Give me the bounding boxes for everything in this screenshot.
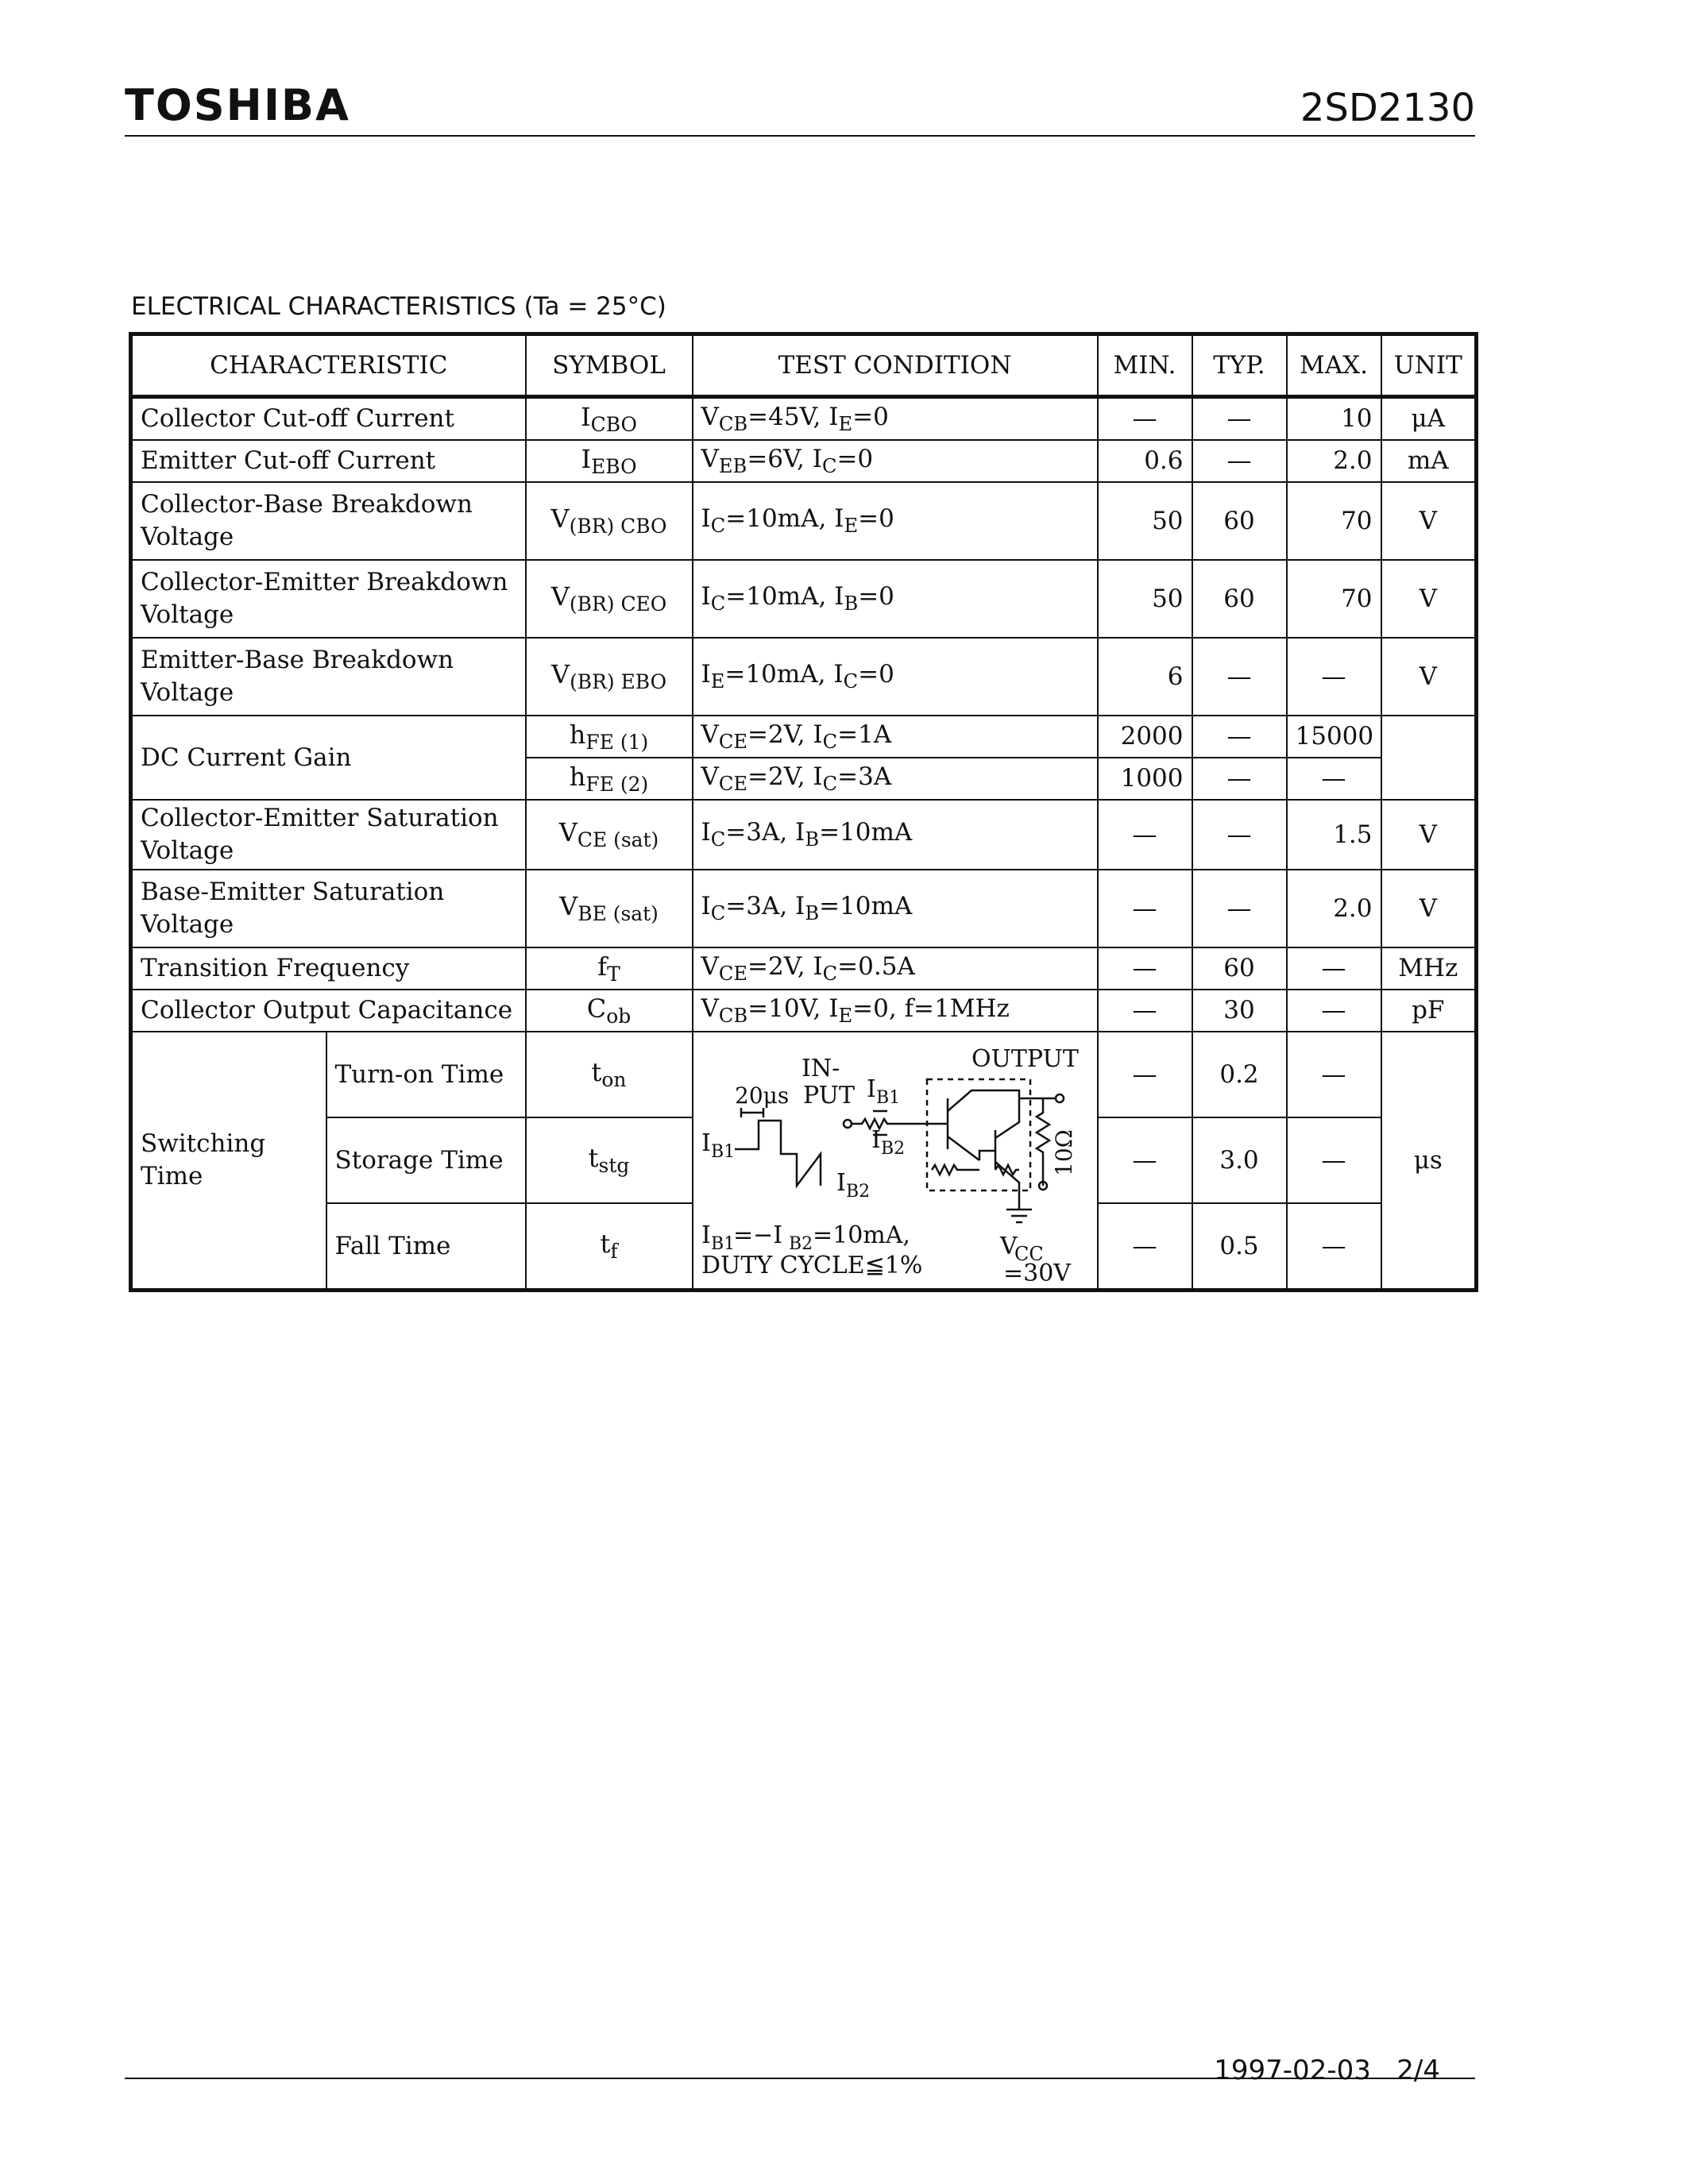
svg-text:=10mA,: =10mA, <box>812 1221 910 1249</box>
svg-text:B1: B1 <box>710 1234 735 1254</box>
table-row <box>131 800 1477 870</box>
symbol-cell: $I_{EBO}$ <box>526 440 693 482</box>
max-cell: — <box>1287 638 1381 716</box>
switching-time-group: Switching Time <box>131 1032 326 1291</box>
max-cell: 15000 <box>1287 716 1381 758</box>
characteristic-cell: Collector Output Capacitance <box>131 990 526 1032</box>
test-condition-cell: $V_{CE}=2V$, $I_C=3A$ <box>693 758 1098 800</box>
typ-cell: — <box>1192 870 1287 947</box>
min-cell: 50 <box>1098 482 1192 560</box>
svg-text:I: I <box>701 1221 711 1249</box>
vcc-value: =30V <box>1002 1260 1071 1286</box>
output-terminal <box>1056 1094 1064 1102</box>
header-typ: TYP. <box>1192 334 1287 397</box>
table-row <box>131 947 1477 990</box>
min-cell: — <box>1098 1117 1192 1203</box>
min-cell: 0.6 <box>1098 440 1192 482</box>
header-unit: UNIT <box>1381 334 1477 397</box>
table-row <box>131 870 1477 947</box>
max-cell: — <box>1287 1117 1381 1203</box>
header-test-condition: TEST CONDITION <box>693 334 1098 397</box>
typ-cell: 60 <box>1192 947 1287 990</box>
svg-text:I: I <box>871 1126 881 1154</box>
max-cell: — <box>1287 990 1381 1032</box>
section-title: ELECTRICAL CHARACTERISTICS (Ta = 25°C) <box>131 292 666 321</box>
max-cell: 10 <box>1287 397 1381 441</box>
unit-cell <box>1381 716 1477 800</box>
table-header-row <box>131 334 1477 397</box>
test-condition-cell: $V_{EB}=6V$, $I_C=0$ <box>693 440 1098 482</box>
header-symbol: SYMBOL <box>526 334 693 397</box>
max-cell: — <box>1287 758 1381 800</box>
max-cell: 70 <box>1287 482 1381 560</box>
characteristic-cell: Fall Time <box>326 1203 526 1291</box>
table-row <box>131 990 1477 1032</box>
max-cell: — <box>1287 1203 1381 1291</box>
typ-cell: — <box>1192 638 1287 716</box>
symbol-cell: $h_{FE (1)}$ <box>526 716 693 758</box>
typ-cell: 0.5 <box>1192 1203 1287 1291</box>
unit-cell: μA <box>1381 397 1477 441</box>
table-row <box>131 638 1477 716</box>
table-row <box>131 716 1477 758</box>
ib1-label-top <box>867 1075 900 1108</box>
svg-text:I: I <box>701 1129 711 1157</box>
test-condition-cell: $I_C=10mA$, $I_E=0$ <box>693 482 1098 560</box>
typ-cell: 0.2 <box>1192 1032 1287 1117</box>
typ-cell: — <box>1192 397 1287 441</box>
characteristic-cell: Transition Frequency <box>131 947 526 990</box>
min-cell: 50 <box>1098 560 1192 638</box>
test-condition-cell: $V_{CE}=2V$, $I_C=0.5A$ <box>693 947 1098 990</box>
symbol-cell: $V_{(BR) EBO}$ <box>526 638 693 716</box>
unit-cell: V <box>1381 870 1477 947</box>
symbol-cell: $V_{BE (sat)}$ <box>526 870 693 947</box>
min-cell: 6 <box>1098 638 1192 716</box>
max-cell: 1.5 <box>1287 800 1381 870</box>
unit-cell: pF <box>1381 990 1477 1032</box>
min-cell: — <box>1098 990 1192 1032</box>
unit-cell: mA <box>1381 440 1477 482</box>
typ-cell: — <box>1192 716 1287 758</box>
min-cell: — <box>1098 800 1192 870</box>
max-cell: 2.0 <box>1287 440 1381 482</box>
test-condition-cell: $I_C=3A$, $I_B=10mA$ <box>693 800 1098 870</box>
symbol-cell: $V_{CE (sat)}$ <box>526 800 693 870</box>
unit-cell: V <box>1381 800 1477 870</box>
ground-symbol <box>1006 1210 1032 1222</box>
svg-text:B2: B2 <box>788 1234 813 1254</box>
unit-cell: μs <box>1381 1032 1477 1291</box>
symbol-cell: $C_{ob}$ <box>526 990 693 1032</box>
second-transistor <box>979 1098 1019 1210</box>
min-cell: — <box>1098 397 1192 441</box>
table-row <box>131 1032 1477 1117</box>
typ-cell: 60 <box>1192 560 1287 638</box>
min-cell: — <box>1098 947 1192 990</box>
typ-cell: 60 <box>1192 482 1287 560</box>
unit-cell: V <box>1381 482 1477 560</box>
table-row <box>131 560 1477 638</box>
characteristic-cell: Base-Emitter Saturation Voltage <box>131 870 526 947</box>
brand-logo: TOSHIBA <box>125 80 350 130</box>
unit-cell: V <box>1381 560 1477 638</box>
input-terminal <box>844 1120 852 1128</box>
max-cell: — <box>1287 947 1381 990</box>
characteristic-cell: Storage Time <box>326 1117 526 1203</box>
test-circuit-diagram <box>693 1035 1095 1286</box>
typ-cell: 30 <box>1192 990 1287 1032</box>
header-characteristic: CHARACTERISTIC <box>131 334 526 397</box>
pulse-width-label: 20μs <box>734 1082 789 1109</box>
characteristic-cell: Collector-Emitter Breakdown Voltage <box>131 560 526 638</box>
characteristic-cell: Collector-Emitter Saturation Voltage <box>131 800 526 870</box>
svg-text:=−I: =−I <box>732 1221 782 1249</box>
characteristic-cell: Emitter Cut-off Current <box>131 440 526 482</box>
typ-cell: — <box>1192 758 1287 800</box>
characteristic-cell: Collector Cut-off Current <box>131 397 526 441</box>
electrical-characteristics-table <box>129 332 1478 1292</box>
test-condition-cell: $V_{CE}=2V$, $I_C=1A$ <box>693 716 1098 758</box>
header-rule <box>125 135 1475 137</box>
characteristic-cell: Emitter-Base Breakdown Voltage <box>131 638 526 716</box>
min-cell: 2000 <box>1098 716 1192 758</box>
header-min: MIN. <box>1098 334 1192 397</box>
min-cell: 1000 <box>1098 758 1192 800</box>
bias-resistors <box>932 1165 1019 1175</box>
test-condition-cell: $V_{CB}=45V$, $I_E=0$ <box>693 397 1098 441</box>
max-cell: 2.0 <box>1287 870 1381 947</box>
footer-date-page: 1997-02-03 2/4 <box>1214 2055 1440 2086</box>
table-row <box>131 440 1477 482</box>
svg-text:I: I <box>836 1169 846 1197</box>
svg-text:B1: B1 <box>875 1088 900 1108</box>
ib1-label-left <box>701 1129 735 1162</box>
max-cell: 70 <box>1287 560 1381 638</box>
typ-cell: — <box>1192 800 1287 870</box>
typ-cell: 3.0 <box>1192 1117 1287 1203</box>
load-resistor <box>1037 1098 1049 1186</box>
symbol-cell: $V_{(BR) CBO}$ <box>526 482 693 560</box>
test-condition-cell: $I_E=10mA$, $I_C=0$ <box>693 638 1098 716</box>
output-label: OUTPUT <box>971 1045 1079 1073</box>
symbol-cell: $f_T$ <box>526 947 693 990</box>
table-row <box>131 397 1477 441</box>
typ-cell: — <box>1192 440 1287 482</box>
input-label-line2: PUT <box>802 1082 855 1109</box>
characteristic-cell: Turn-on Time <box>326 1032 526 1117</box>
switching-test-circuit <box>693 1032 1098 1291</box>
characteristic-cell: Collector-Base Breakdown Voltage <box>131 482 526 560</box>
input-label-line1: IN- <box>801 1055 840 1082</box>
pulse-width-marker <box>741 1108 763 1117</box>
min-cell: — <box>1098 1203 1192 1291</box>
collector-wire <box>1000 1090 1056 1098</box>
symbol-cell: $V_{(BR) CEO}$ <box>526 560 693 638</box>
test-condition-cell: $V_{CB}=10V$, $I_E=0$, f=1MHz <box>693 990 1098 1032</box>
header-max: MAX. <box>1287 334 1381 397</box>
ib2-label-mid <box>871 1126 905 1159</box>
unit-cell: V <box>1381 638 1477 716</box>
condition-line2: DUTY CYCLE≦1% <box>701 1252 922 1279</box>
input-pulse-waveform <box>735 1121 821 1186</box>
min-cell: — <box>1098 870 1192 947</box>
symbol-cell: $t_{on}$ <box>526 1032 693 1117</box>
test-condition-cell: $I_C=3A$, $I_B=10mA$ <box>693 870 1098 947</box>
characteristic-cell: DC Current Gain <box>131 716 526 800</box>
svg-text:B1: B1 <box>710 1142 735 1162</box>
symbol-cell: $t_{stg}$ <box>526 1117 693 1203</box>
svg-text:V: V <box>999 1233 1018 1260</box>
resistor-value-label: 10Ω <box>1050 1129 1077 1176</box>
symbol-cell: $I_{CBO}$ <box>526 397 693 441</box>
svg-text:B2: B2 <box>880 1139 905 1159</box>
unit-cell: MHz <box>1381 947 1477 990</box>
svg-text:I: I <box>866 1075 876 1103</box>
base-resistor <box>852 1119 924 1129</box>
svg-text:B2: B2 <box>845 1182 870 1202</box>
symbol-cell: $h_{FE (2)}$ <box>526 758 693 800</box>
symbol-cell: $t_f$ <box>526 1203 693 1291</box>
ib2-label-pulse <box>836 1169 870 1202</box>
part-number: 2SD2130 <box>1300 86 1475 130</box>
svg-text:CC: CC <box>1014 1243 1044 1265</box>
max-cell: — <box>1287 1032 1381 1117</box>
min-cell: — <box>1098 1032 1192 1117</box>
darlington-box <box>927 1079 1030 1190</box>
table-row <box>131 482 1477 560</box>
condition-line1 <box>701 1221 910 1254</box>
test-condition-cell: $I_C=10mA$, $I_B=0$ <box>693 560 1098 638</box>
